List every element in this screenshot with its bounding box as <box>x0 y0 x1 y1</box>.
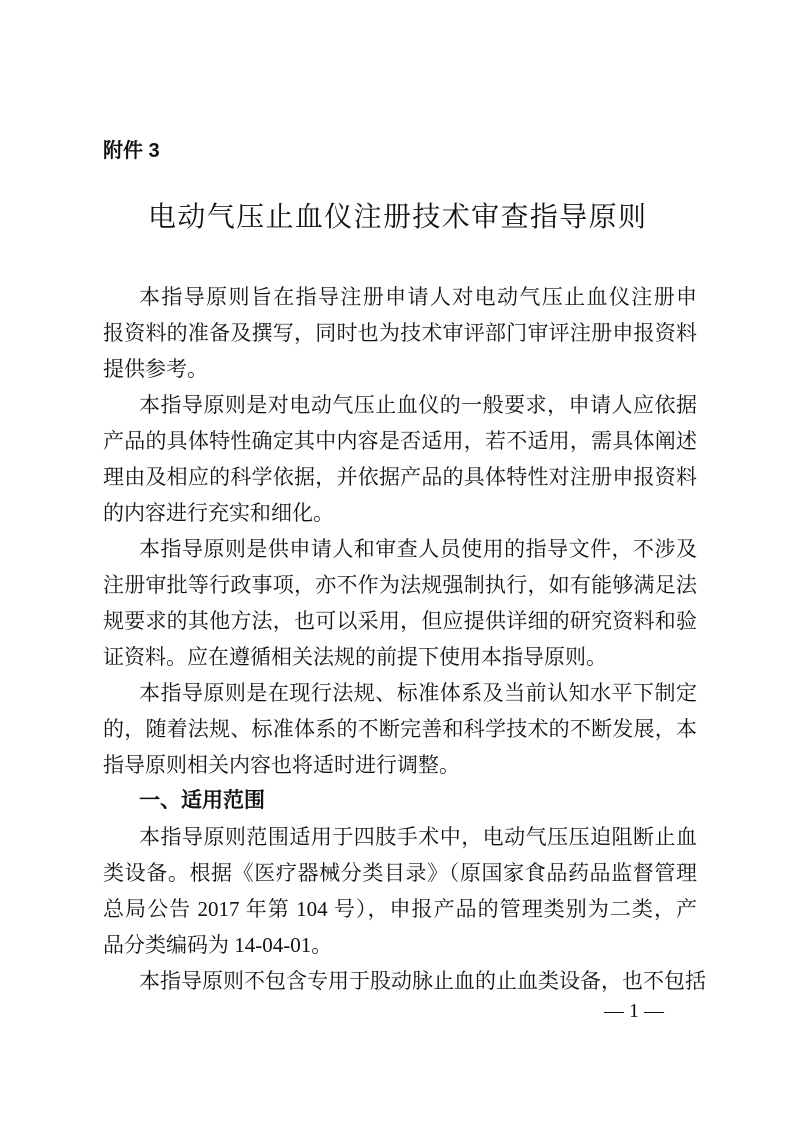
text-line: 规要求的其他方法，也可以采用，但应提供详细的研究资料和验 <box>103 609 697 633</box>
text-line: 产品的具体特性确定其中内容是否适用，若不适用，需具体阐述 <box>103 429 697 453</box>
attachment-label: 附件 3 <box>103 140 160 162</box>
document-title: 电动气压止血仪注册技术审查指导原则 <box>148 202 646 233</box>
text-line: 指导原则相关内容也将适时进行调整。 <box>103 753 460 777</box>
paragraph <box>103 387 697 531</box>
text-line: 本指导原则是在现行法规、标准体系及当前认知水平下制定 <box>139 681 697 705</box>
text-line: 类设备。根据《医疗器械分类目录》（原国家食品药品监督管理 <box>103 861 697 885</box>
paragraph <box>103 279 697 387</box>
document-body <box>103 279 706 999</box>
text-line: 报资料的准备及撰写，同时也为技术审评部门审评注册申报资料 <box>103 321 697 345</box>
paragraphs-before-heading <box>103 279 697 783</box>
section-heading: 一、适用范围 <box>139 789 265 812</box>
text-line: 品分类编码为 14-04-01。 <box>103 933 333 957</box>
text-line: 本指导原则是对电动气压止血仪的一般要求，申请人应依据 <box>139 393 697 417</box>
text-line: 理由及相应的科学依据，并依据产品的具体特性对注册申报资料 <box>103 465 697 489</box>
text-line: 本指导原则范围适用于四肢手术中，电动气压压迫阻断止血 <box>139 825 697 849</box>
text-line: 证资料。应在遵循相关法规的前提下使用本指导原则。 <box>103 645 607 669</box>
paragraph <box>103 819 697 963</box>
text-line: 总局公告 2017 年第 104 号），申报产品的管理类别为二类，产 <box>103 897 697 921</box>
text-line: 注册审批等行政事项，亦不作为法规强制执行，如有能够满足法 <box>103 573 697 597</box>
text-line: 提供参考。 <box>103 357 208 381</box>
text-line: 本指导原则旨在指导注册申请人对电动气压止血仪注册申 <box>139 285 697 309</box>
page-number: — 1 — <box>604 1000 664 1022</box>
text-line: 的，随着法规、标准体系的不断完善和科学技术的不断发展，本 <box>103 717 697 741</box>
text-line: 的内容进行充实和细化。 <box>103 501 334 525</box>
text-line: 本指导原则不包含专用于股动脉止血的止血类设备，也不包括 <box>139 969 706 993</box>
paragraph <box>103 963 706 999</box>
paragraphs-after-heading <box>103 819 706 999</box>
paragraph <box>103 675 697 783</box>
text-line: 本指导原则是供申请人和审查人员使用的指导文件，不涉及 <box>139 537 697 561</box>
paragraph <box>103 531 697 675</box>
